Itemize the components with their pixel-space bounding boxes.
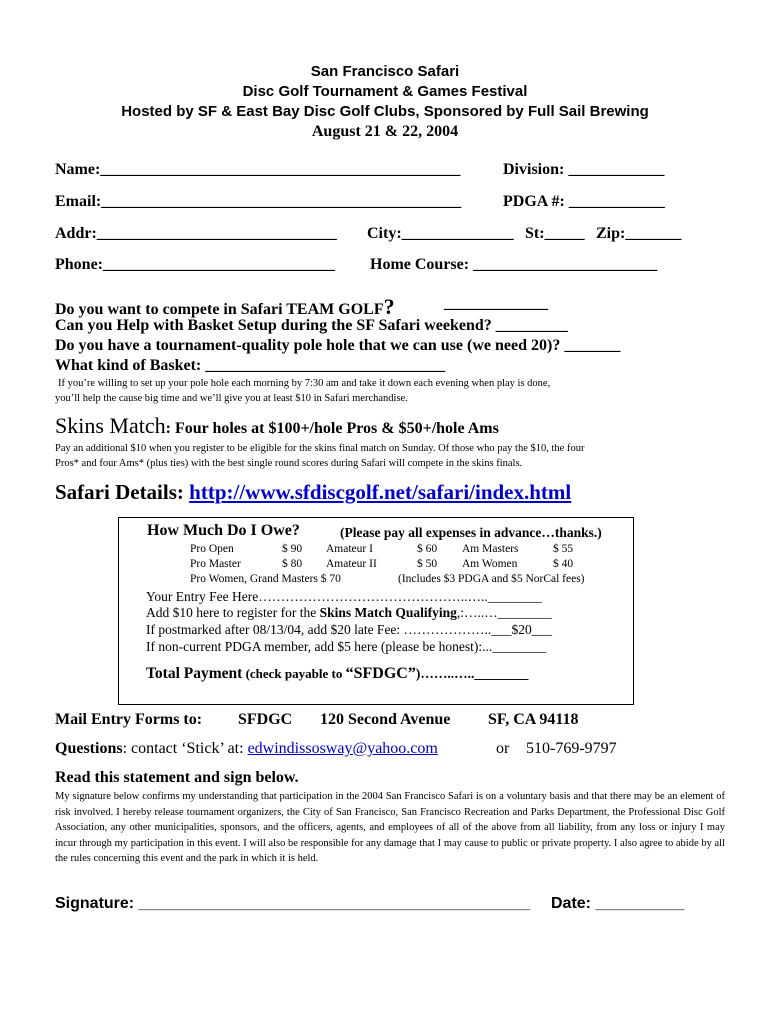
state-field[interactable]: St:_____ bbox=[525, 225, 585, 242]
contact-label: Questions bbox=[55, 740, 123, 757]
skins-fee-line[interactable] bbox=[146, 605, 552, 621]
header-hosts: Hosted by SF & East Bay Disc Golf Clubs, Sponsored by Full Sail Brewing bbox=[121, 103, 649, 120]
details-heading bbox=[55, 480, 571, 505]
zip-field[interactable]: Zip:_______ bbox=[596, 225, 682, 242]
contact-or: or bbox=[496, 740, 510, 757]
fee-row-1-c6: $ 55 bbox=[553, 543, 574, 555]
total-label: Total Payment bbox=[146, 665, 243, 682]
basket-setup-question[interactable]: Can you Help with Basket Setup during the SF Safari weekend? _________ bbox=[55, 317, 568, 334]
mail-street: 120 Second Avenue bbox=[320, 711, 451, 728]
fee-row-2-c4: $ 50 bbox=[417, 558, 438, 570]
team-golf-question-text: Do you want to compete in Safari TEAM GOLF bbox=[55, 301, 384, 318]
fee-row-2-c3: Amateur II bbox=[326, 558, 377, 570]
statement-heading: Read this statement and sign below. bbox=[55, 769, 299, 786]
skins-fee-post: ,:…..…________ bbox=[456, 605, 552, 620]
header-title: San Francisco Safari bbox=[310, 63, 460, 80]
team-golf-answer-field[interactable]: _____________ bbox=[444, 295, 548, 312]
pdga-field[interactable]: PDGA #: ____________ bbox=[503, 193, 665, 210]
question-mark: ? bbox=[383, 294, 395, 319]
mail-label: Mail Entry Forms to: bbox=[55, 711, 203, 728]
fee-row-1-c1: Pro Open bbox=[190, 543, 234, 555]
signature-field[interactable]: Signature: ____________________________________________ bbox=[55, 895, 531, 912]
date-field[interactable]: Date: __________ bbox=[551, 895, 685, 912]
skins-desc-line1: Pay an additional $10 when you register to be eligible for the skins final match on Sunday. Of those who pay the $10, the four bbox=[55, 443, 585, 454]
division-field[interactable]: Division: ____________ bbox=[503, 161, 665, 178]
pole-hole-question[interactable]: Do you have a tournament-quality pole hole that we can use (we need 20)? _______ bbox=[55, 337, 621, 354]
details-link[interactable]: http://www.sfdiscgolf.net/safari/index.html bbox=[189, 480, 572, 504]
fee-row-2-c2: $ 80 bbox=[282, 558, 303, 570]
phone-field[interactable]: Phone:_____________________________ bbox=[55, 256, 335, 273]
fee-row-3-left: Pro Women, Grand Masters $ 70 bbox=[190, 573, 341, 585]
header-subtitle: Disc Golf Tournament & Games Festival bbox=[242, 83, 528, 100]
late-fee-line[interactable]: If postmarked after 08/13/04, add $20 late Fee: ………………..___$20___ bbox=[146, 622, 553, 637]
skins-fee-pre: Add $10 here to register for the bbox=[146, 605, 320, 620]
skins-desc-line2: Pros* and four Ams* (plus ties) with the best single round scores during Safari will compete in the skins finals. bbox=[55, 458, 523, 469]
email-field[interactable]: Email:_____________________________________________ bbox=[55, 193, 462, 210]
statement-body: My signature below confirms my understanding that participation in the 2004 San Francisco Safari is on a voluntary basis and that there may be an element of risk involved. I hereby release tournament organizers, the City of San Francisco, San Francisco Recreation and Parks Department, the Professional Disc Golf Association, any other municipalities, sponsors, and the officers, agents, and employees of all of the above from all liability, from any loss or injury I may incur through my participation in this event. I will also be responsible for any damage that I may cause to public or private property. I also agree to abide by all the rules concerning this event and the park in which it is held. bbox=[55, 791, 725, 864]
fee-row-2-c1: Pro Master bbox=[190, 558, 241, 570]
fee-row-1-c2: $ 90 bbox=[282, 543, 303, 555]
contact-phone: 510-769-9797 bbox=[526, 740, 617, 757]
total-payee: “SFDGC” bbox=[345, 665, 416, 682]
name-field[interactable]: Name:_____________________________________________ bbox=[55, 161, 461, 178]
fee-row-2-c6: $ 40 bbox=[553, 558, 574, 570]
details-title: Safari Details: bbox=[55, 480, 190, 504]
fee-row-1-c4: $ 60 bbox=[417, 543, 438, 555]
basket-kind-question[interactable]: What kind of Basket: ______________________________ bbox=[55, 357, 446, 374]
header-date: August 21 & 22, 2004 bbox=[311, 123, 459, 140]
mail-org: SFDGC bbox=[238, 711, 293, 728]
skins-fee-bold: Skins Match Qualifying bbox=[319, 605, 457, 620]
home-course-field[interactable]: Home Course: _______________________ bbox=[370, 256, 658, 273]
fee-row-1-c3: Amateur I bbox=[326, 543, 373, 555]
fee-heading-note: (Please pay all expenses in advance…thanks.) bbox=[340, 525, 602, 540]
mail-city: SF, CA 94118 bbox=[488, 711, 579, 728]
fee-row-3-right: (Includes $3 PDGA and $5 NorCal fees) bbox=[398, 573, 585, 585]
pole-hole-note-line1: If you’re willing to set up your pole hole each morning by 7:30 am and take it down each evening when play is done, bbox=[58, 378, 551, 389]
entry-fee-line[interactable]: Your Entry Fee Here………………………………………..…..________ bbox=[146, 589, 542, 604]
skins-title: Skins Match bbox=[55, 413, 166, 438]
pdga-fee-line[interactable]: If non-current PDGA member, add $5 here (please be honest):...________ bbox=[146, 639, 547, 654]
skins-heading bbox=[55, 413, 499, 439]
pole-hole-note-line2: you’ll help the cause big time and we’ll give you at least $10 in Safari merchandise. bbox=[55, 393, 408, 404]
fee-row-1-c5: Am Masters bbox=[462, 543, 519, 555]
fee-heading: How Much Do I Owe? bbox=[147, 522, 300, 539]
total-payment-line[interactable] bbox=[146, 665, 528, 683]
contact-line bbox=[55, 740, 438, 758]
city-field[interactable]: City:______________ bbox=[367, 225, 514, 242]
total-end: )……..…..________ bbox=[415, 666, 529, 681]
total-mid: (check payable to bbox=[242, 666, 346, 681]
fee-row-2-c5: Am Women bbox=[462, 558, 518, 570]
address-field[interactable]: Addr:______________________________ bbox=[55, 225, 337, 242]
contact-email-link[interactable]: edwindissosway@yahoo.com bbox=[247, 740, 438, 757]
skins-subtitle: : Four holes at $100+/hole Pros & $50+/hole Ams bbox=[165, 420, 499, 437]
contact-text: : contact ‘Stick’ at: bbox=[122, 740, 248, 757]
